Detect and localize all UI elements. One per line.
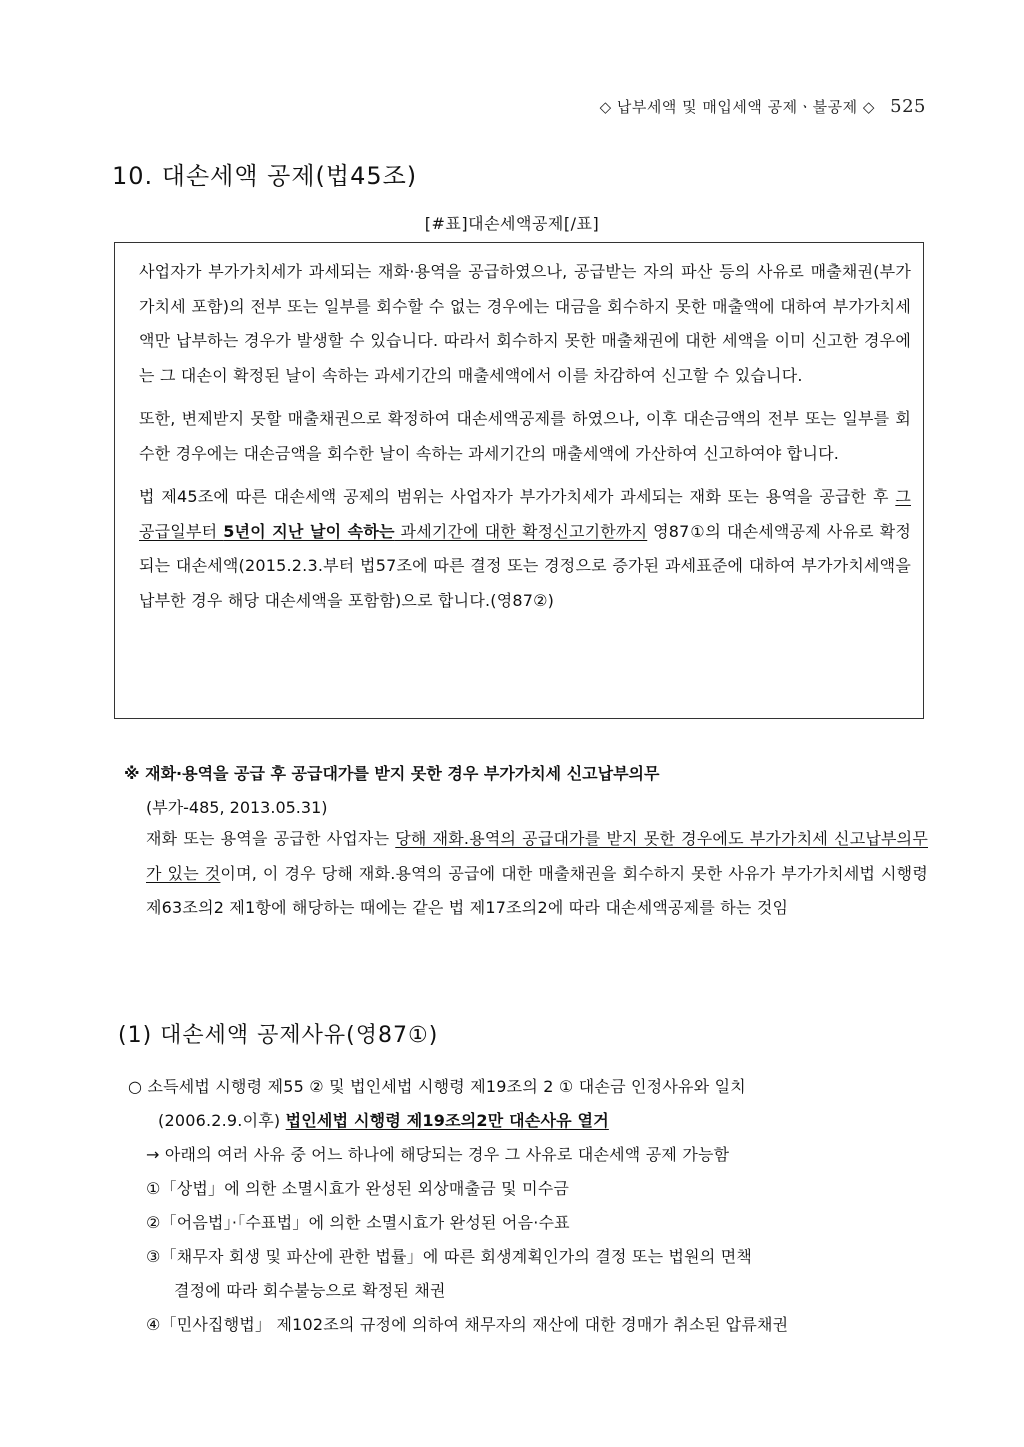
note-body-a: 재화 또는 용역을 공급한 사업자는 [146, 829, 396, 848]
reasons-emphasis: 법인세법 시행령 제19조의2만 대손사유 열거 [285, 1111, 609, 1130]
box-p3-underline-1: 그 공급일부터 [139, 487, 911, 541]
note-body [146, 822, 928, 926]
reasons-intro: ○ 소득세법 시행령 제55 ② 및 법인세법 시행령 제19조의 2 ① 대손금 인정사유와 일치 [128, 1077, 746, 1096]
page-number: 525 [890, 96, 926, 117]
reasons-list [128, 1070, 928, 1342]
box-paragraph-2: 또한, 변제받지 못할 매출채권으로 확정하여 대손세액공제를 하였으나, 이후 대손금액의 전부 또는 일부를 회수한 경우에는 대손금액을 회수한 날이 속하는 과세기간의 매출세액에 가산하여 신고하여야 합니다. [139, 409, 911, 463]
reason-item-2: ②「어음법」·「수표법」에 의한 소멸시효가 완성된 어음·수표 [146, 1213, 570, 1232]
reason-item-3-continued: 결정에 따라 회수불능으로 확정된 채권 [174, 1281, 446, 1300]
note-block [124, 762, 928, 926]
note-body-b: 이며, 이 경우 당해 재화.용역의 공급에 대한 매출채권을 회수하지 못한 사유가 부가가치세법 시행령 제63조의2 제1항에 해당하는 때에는 같은 법 제17조의2에 따라 대손세액공제를 하는 것임 [146, 863, 928, 917]
running-title: ◇ 납부세액 및 매입세액 공제ㆍ불공제 ◇ [599, 98, 875, 116]
box-p3-text-b: 영87①의 대손세액공제 사유로 확정되는 대손세액(2015.2.3.부터 법57조에 따른 결정 또는 경정으로 증가된 과세표준에 대하여 부가가치세액을 납부한 경우 해당 대손세액을 포함함)으로 합니다.(영87②) [139, 521, 911, 610]
reason-item-3: ③「채무자 회생 및 파산에 관한 법률」에 따른 회생계획인가의 결정 또는 법원의 면책 [146, 1247, 753, 1266]
reason-item-4: ④「민사집행법」 제102조의 규정에 의하여 채무자의 재산에 대한 경매가 취소된 압류채권 [146, 1315, 789, 1334]
note-reference: (부가-485, 2013.05.31) [146, 798, 328, 817]
running-header [600, 96, 926, 117]
box-p3-bold-underline: 5년이 지난 날이 속하는 [223, 521, 395, 541]
summary-box [114, 242, 924, 719]
reasons-intro-2 [128, 1104, 928, 1138]
reasons-date: (2006.2.9.이후) [158, 1111, 286, 1130]
box-paragraph-1: 사업자가 부가가치세가 과세되는 재화·용역을 공급하였으나, 공급받는 자의 파산 등의 사유로 매출채권(부가가치세 포함)의 전부 또는 일부를 회수할 수 없는 경우에는 대금을 회수하지 못한 매출액에 대하여 부가가치세액만 납부하는 경우가 발생할 수 있습니다. 따라서 회수하지 못한 매출채권에 대한 세액을 이미 신고한 경우에는 그 대손이 확정된 날이 속하는 과세기간의 매출세액에서 이를 차감하여 신고할 수 있습니다. [139, 262, 911, 385]
reason-item-1: ①「상법」에 의한 소멸시효가 완성된 외상매출금 및 미수금 [146, 1179, 570, 1198]
section-title: 10. 대손세액 공제(법45조) [112, 162, 418, 190]
reasons-arrow-line: → 아래의 여러 사유 중 어느 하나에 해당되는 경우 그 사유로 대손세액 공제 가능함 [146, 1145, 730, 1164]
box-paragraph-3 [139, 480, 911, 618]
note-title: ※ 재화·용역을 공급 후 공급대가를 받지 못한 경우 부가가치세 신고납부의무 [124, 764, 660, 783]
box-p3-underline-2: 과세기간에 대한 확정신고기한까지 [394, 521, 648, 541]
note-body-underlined: 당해 재화.용역의 공급대가를 받지 못한 경우에도 부가가치세 신고납부의무가 있는 것 [146, 829, 928, 883]
box-p3-text-a: 법 제45조에 따른 대손세액 공제의 범위는 사업자가 부가가치세가 과세되는 재화 또는 용역을 공급한 후 [139, 487, 896, 506]
subsection-title: (1) 대손세액 공제사유(영87①) [118, 1023, 439, 1048]
table-caption: [#표]대손세액공제[/표] [424, 214, 600, 233]
